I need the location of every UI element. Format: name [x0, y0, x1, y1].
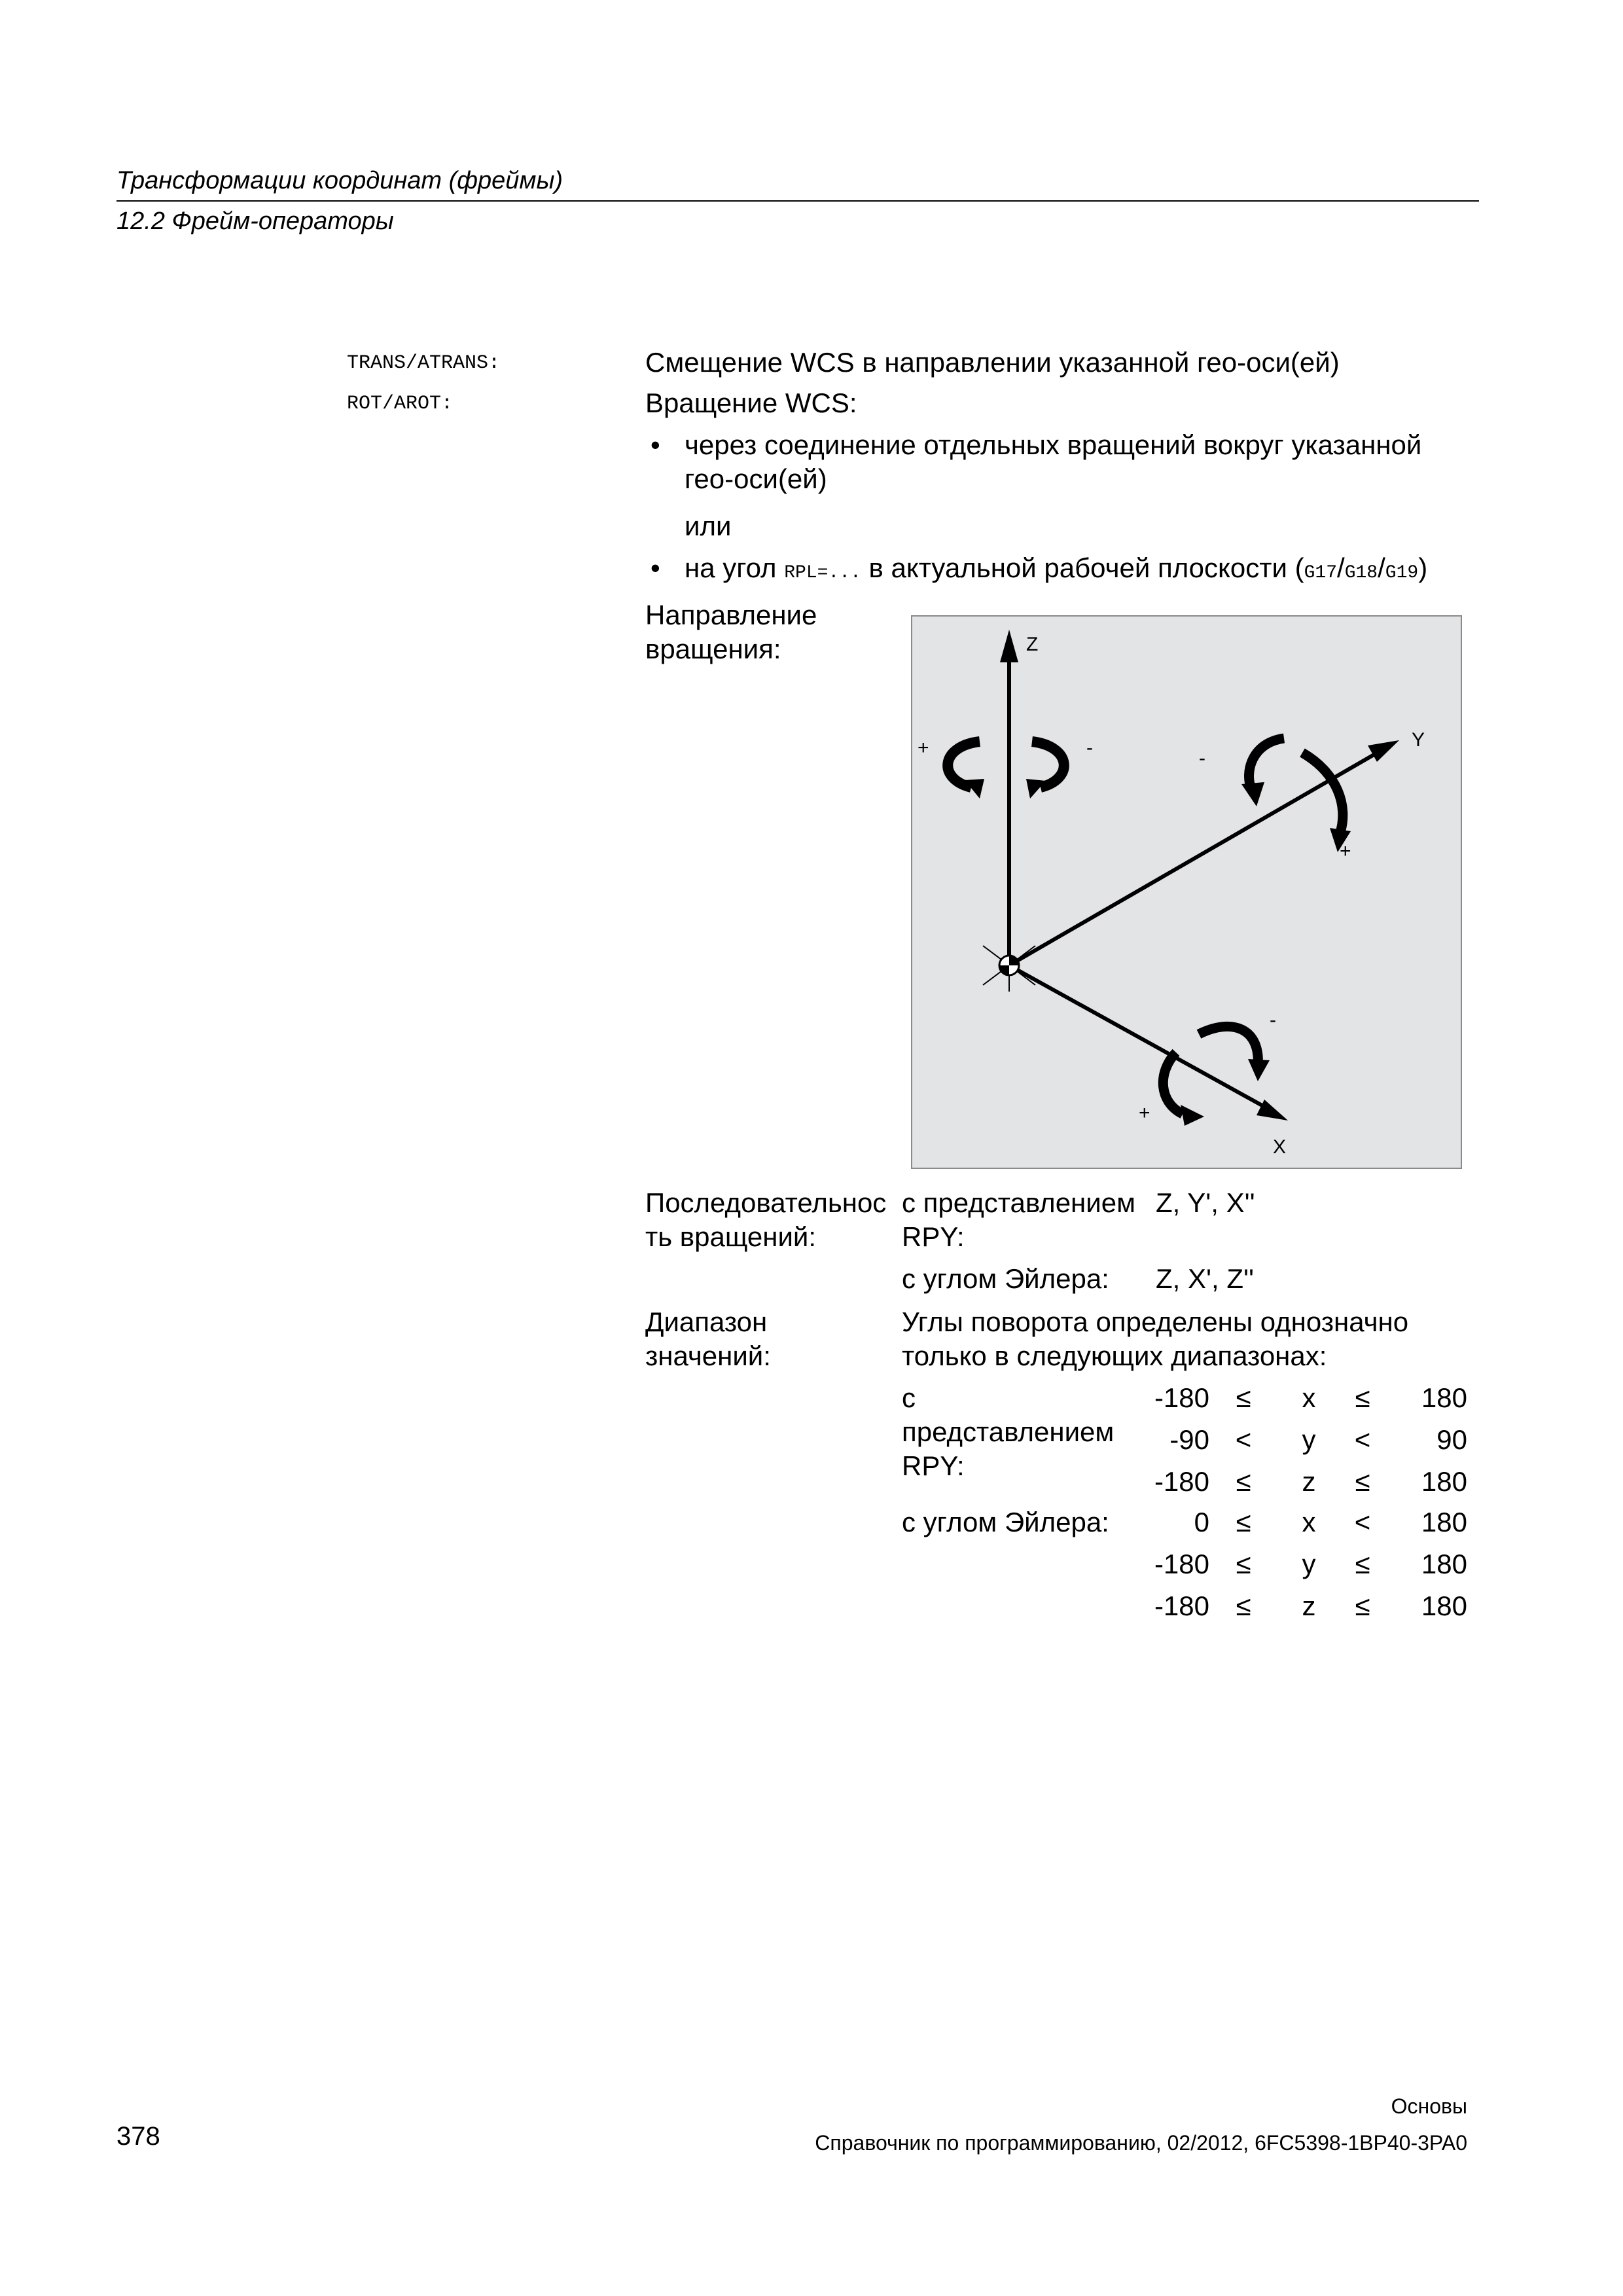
or-text: или: [685, 511, 732, 541]
section-title: 12.2 Фрейм-операторы: [116, 207, 394, 235]
figure-background: [912, 616, 1461, 1168]
rotation-direction-figure: [911, 615, 1462, 1169]
range-row-max: 180: [1421, 1382, 1467, 1413]
footer-reference: Справочник по программированию, 02/2012, 6FC5398-1BP40-3PA0: [815, 2131, 1467, 2155]
sequence-rpy-label-2: RPY:: [902, 1221, 965, 1252]
z-plus-label: +: [918, 737, 929, 759]
x-plus-label: +: [1139, 1102, 1150, 1124]
bullet-2-mid: в актуальной рабочей плоскости (: [861, 552, 1304, 583]
range-row-max: 90: [1436, 1424, 1467, 1455]
chapter-title: Трансформации координат (фреймы): [116, 167, 563, 194]
desc-trans: Смещение WCS в направлении указанной гео-оси(ей): [645, 347, 1340, 378]
range-rpy-label-2: представлением: [902, 1416, 1115, 1447]
bullet-1-line2: гео-оси(ей): [685, 463, 827, 494]
x-minus-label: -: [1270, 1009, 1276, 1031]
range-row-min: -180: [1154, 1382, 1209, 1413]
range-desc-1: Углы поворота определены однозначно: [902, 1306, 1409, 1337]
range-row-min: -90: [1169, 1424, 1209, 1455]
z-minus-label: -: [1086, 737, 1093, 759]
sequence-label-2: ть вращений:: [645, 1221, 817, 1252]
axis-x-label: X: [1273, 1136, 1287, 1158]
range-row-max: 180: [1421, 1466, 1467, 1497]
header-rule: [116, 200, 1479, 202]
bullet-1-marker: •: [651, 429, 660, 460]
g19-code: G19: [1385, 563, 1419, 583]
page-number: 378: [116, 2122, 160, 2151]
sequence-label-1: Последовательнос: [645, 1187, 887, 1218]
range-row-op1: ≤: [1236, 1590, 1251, 1621]
range-row-axis: x: [1302, 1382, 1316, 1413]
footer-title: Основы: [1391, 2094, 1467, 2118]
range-row-min: -180: [1154, 1466, 1209, 1497]
range-rpy-label-1: с: [902, 1382, 916, 1413]
axis-z-label: Z: [1026, 634, 1039, 655]
sequence-euler-label: с углом Эйлера:: [902, 1263, 1109, 1294]
close-paren: ): [1418, 552, 1428, 583]
desc-rot: Вращение WCS:: [645, 387, 857, 418]
rotation-direction-label-2: вращения:: [645, 634, 781, 664]
range-row-op2: ≤: [1355, 1590, 1370, 1621]
range-row-axis: y: [1302, 1549, 1316, 1579]
sequence-rpy-value: Z, Y', X'': [1156, 1187, 1255, 1218]
range-row-axis: z: [1302, 1590, 1316, 1621]
term-rot: ROT/AROT:: [347, 393, 454, 415]
rotation-direction-label-1: Направление: [645, 600, 817, 630]
range-row-max: 180: [1421, 1549, 1467, 1579]
range-label-1: Диапазон: [645, 1306, 768, 1337]
range-row-op2: ≤: [1355, 1549, 1370, 1579]
range-row-op1: ≤: [1236, 1466, 1251, 1497]
range-row-op1: <: [1235, 1424, 1252, 1455]
bullet-2-prefix: на угол: [685, 552, 785, 583]
range-row-op2: ≤: [1355, 1382, 1370, 1413]
range-row-max: 180: [1421, 1590, 1467, 1621]
range-row-axis: x: [1302, 1507, 1316, 1537]
range-rpy-label-3: RPY:: [902, 1450, 965, 1481]
range-euler-label: с углом Эйлера:: [902, 1507, 1109, 1537]
y-minus-label: -: [1199, 747, 1205, 769]
range-row-op1: ≤: [1236, 1549, 1251, 1579]
bullet-2-line: [685, 551, 1427, 590]
range-row-op2: ≤: [1355, 1466, 1370, 1497]
axis-y-label: Y: [1412, 729, 1425, 751]
range-row-op2: <: [1354, 1424, 1371, 1455]
range-row-op1: ≤: [1236, 1507, 1251, 1537]
range-row-axis: y: [1302, 1424, 1316, 1455]
sequence-euler-value: Z, X', Z'': [1156, 1263, 1255, 1294]
range-label-2: значений:: [645, 1340, 771, 1371]
term-trans: TRANS/ATRANS:: [347, 352, 501, 374]
bullet-2-marker: •: [651, 552, 660, 583]
range-desc-2: только в следующих диапазонах:: [902, 1340, 1327, 1371]
range-row-min: 0: [1194, 1507, 1209, 1537]
slash-1: /: [1337, 552, 1345, 583]
range-row-op1: ≤: [1236, 1382, 1251, 1413]
sequence-rpy-label-1: с представлением: [902, 1187, 1135, 1218]
range-row-max: 180: [1421, 1507, 1467, 1537]
rpl-code: RPL=...: [784, 563, 861, 583]
slash-2: /: [1378, 552, 1385, 583]
g18-code: G18: [1344, 563, 1378, 583]
range-row-axis: z: [1302, 1466, 1316, 1497]
bullet-1-line1: через соединение отдельных вращений вокруг указанной: [685, 429, 1422, 460]
y-plus-label: +: [1340, 840, 1351, 862]
range-row-min: -180: [1154, 1590, 1209, 1621]
range-row-min: -180: [1154, 1549, 1209, 1579]
range-row-op2: <: [1354, 1507, 1371, 1537]
g17-code: G17: [1304, 563, 1338, 583]
